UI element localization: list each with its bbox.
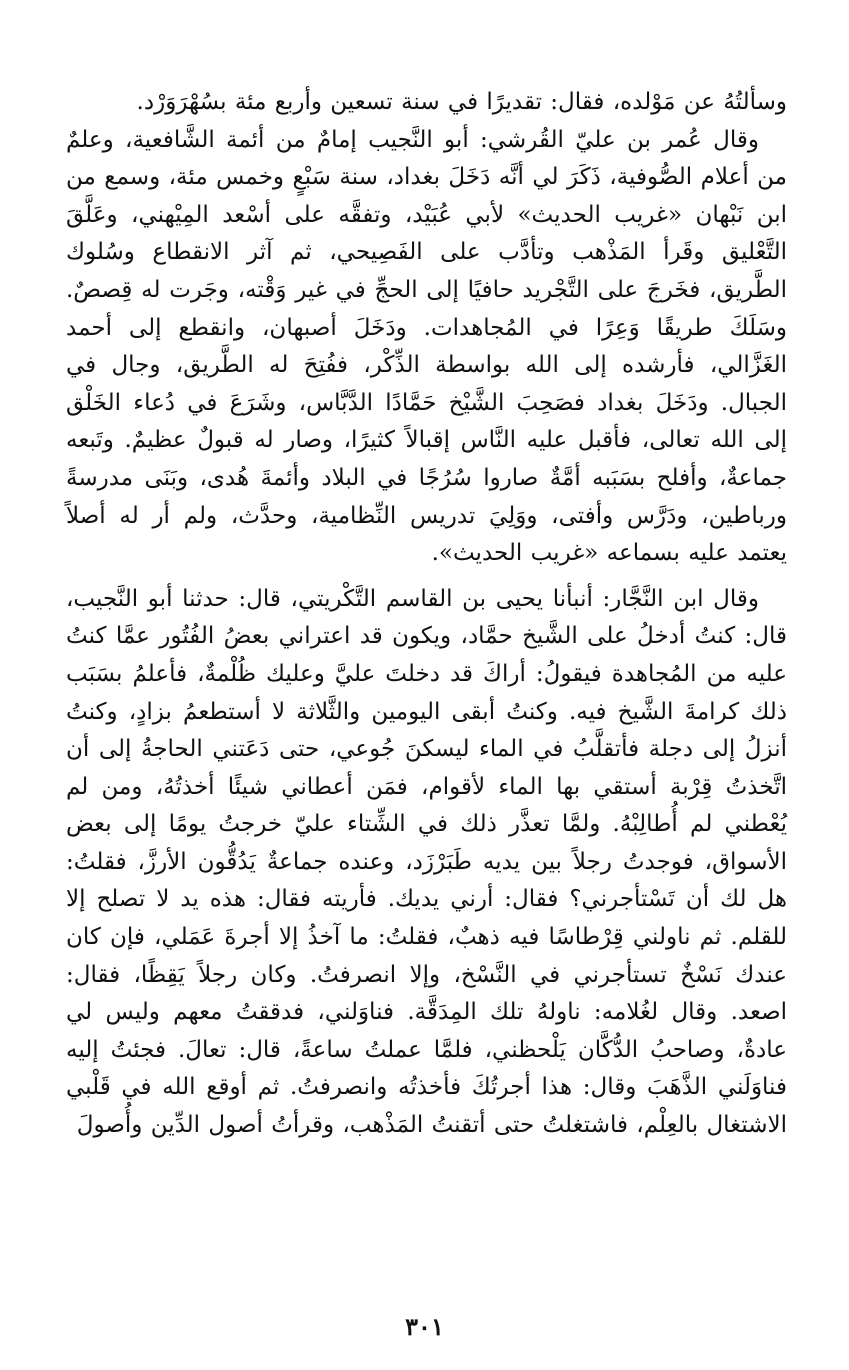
- page-number: ٣٠١: [405, 1312, 444, 1341]
- paragraph-1: وسألتُهُ عن مَوْلده، فقال: تقديرًا في سنة تسعين وأربع مئة بسُهْرَوَرْد.: [136, 89, 787, 115]
- paragraph-3: وقال ابن النَّجَّار: أنبأنا يحيى بن القاسم التَّكْريتي، قال: حدثنا أبو النَّجيب، قال: كنتُ أدخلُ على الشَّيخ حمَّاد، ويكون قد اعتراني بعضُ الفُتُور عمَّا كنتُ عليه من المُجاهدة فيقولُ: أراكَ قد دخلتَ عليَّ وعليك ظُلْمةٌ، فأعلمُ بسَبَب ذلك كرامةَ الشَّيخ فيه. وكنتُ أبقى اليومين والثَّلاثة لا أستطعمُ بزادٍ، وكنتُ أنزلُ إلى دجلة فأتقلَّبُ في الماء ليسكنَ جُوعي، حتى دَعَتني الحاجةُ إلى أن اتَّخذتُ قِرْبة أستقي بها الماء لأقوام، فمَن أعطاني شيئًا أخذتُهُ، ومن لم يُعْطني لم أُطالِبْهُ. ولمَّا تعذَّر ذلك في الشِّتاء عليّ خرجتُ يومًا إلى بعض الأسواق، فوجدتُ رجلاً بين يديه طَبَرْزَد، وعنده جماعةٌ يَدُقُّون الأرزَّ، فقلتُ: هل لك أن تَسْتأجرني؟ فقال: أرني يديك. فأريته فقال: هذه يد لا تصلح إلا للقلم. ثم ناولني قِرْطاسًا فيه ذهبٌ، فقلتُ: ما آخذُ إلا أجرةَ عَمَلي، فإن كان عندك نَسْخٌ تستأجرني في النَّسْخ، وإلا انصرفتُ. وكان رجلاً يَقِظًا، فقال: اصعد. وقال لغُلامه: ناولهُ تلك المِدَقَّة. فناوَلني، فدققتُ معهم وليس لي عادةٌ، وصاحبُ الدُّكَّان يَلْحظني، فلمَّا عملتُ ساعةً، قال: تعالَ. فجئتُ إليه فناوَلَني الذَّهَبَ وقال: هذا أجرتُكَ فأخذتُه وانصرفتُ. ثم أوقع الله في قَلْبي الاشتغال بالعِلْم، فاشتغلتُ حتى أتقنتُ المَذْهب، وقرأتُ أصول الدِّين وأُصولَ: [66, 585, 787, 1139]
- paragraph-2: وقال عُمر بن عليّ القُرشي: أبو النَّجيب إمامٌ من أئمة الشَّافعية، وعلمٌ من أعلام الصُّوفية، ذَكَرَ لي أنَّه دَخَلَ بغداد، سنة سَبْعٍ وخمس مئة، وسمع من ابن نَبْهان «غريب الحديث» لأبي عُبَيْد، وتفقَّه على أسْعد المِيْهني، وعَلَّقَ التَّعْليق وقَرأ المَذْهب وتأدَّب على الفَصِيحي، ثم آثر الانقطاع وسُلوك الطَّريق، فخَرجَ على التَّجْريد حافيًا إلى الحجِّ في غير وَقْته، وجَرت له قِصصٌ. وسَلَكَ طريقًا وَعِرًا في المُجاهدات. ودَخَلَ أصبهان، وانقطع إلى أحمد الغَزَّالي، فأرشده إلى الله بواسطة الذِّكْر، ففُتِحَ له الطَّريق، وجال في الجبال. ودَخَلَ بغداد فصَحِبَ الشَّيْخ حَمَّادًا الدَّبَّاس، وشَرَعَ في دُعاء الخَلْق إلى الله تعالى، فأقبل عليه النَّاس إقبالاً كثيرًا، وصار له قبولٌ عظيمٌ. وتَبعه جماعةٌ، وأفلح بسَبَبه أمَّةٌ صاروا سُرُجًا في البلاد وأئمةَ هُدى، وبَنَى مدرسةً ورباطين، ودَرَّس وأفتى، ووَلِيَ تدريس النِّظامية، وحدَّث، ولم أر له أصلاً يعتمد عليه بسماعه «غريب الحديث».: [66, 126, 787, 567]
- body-text: [66, 84, 787, 1145]
